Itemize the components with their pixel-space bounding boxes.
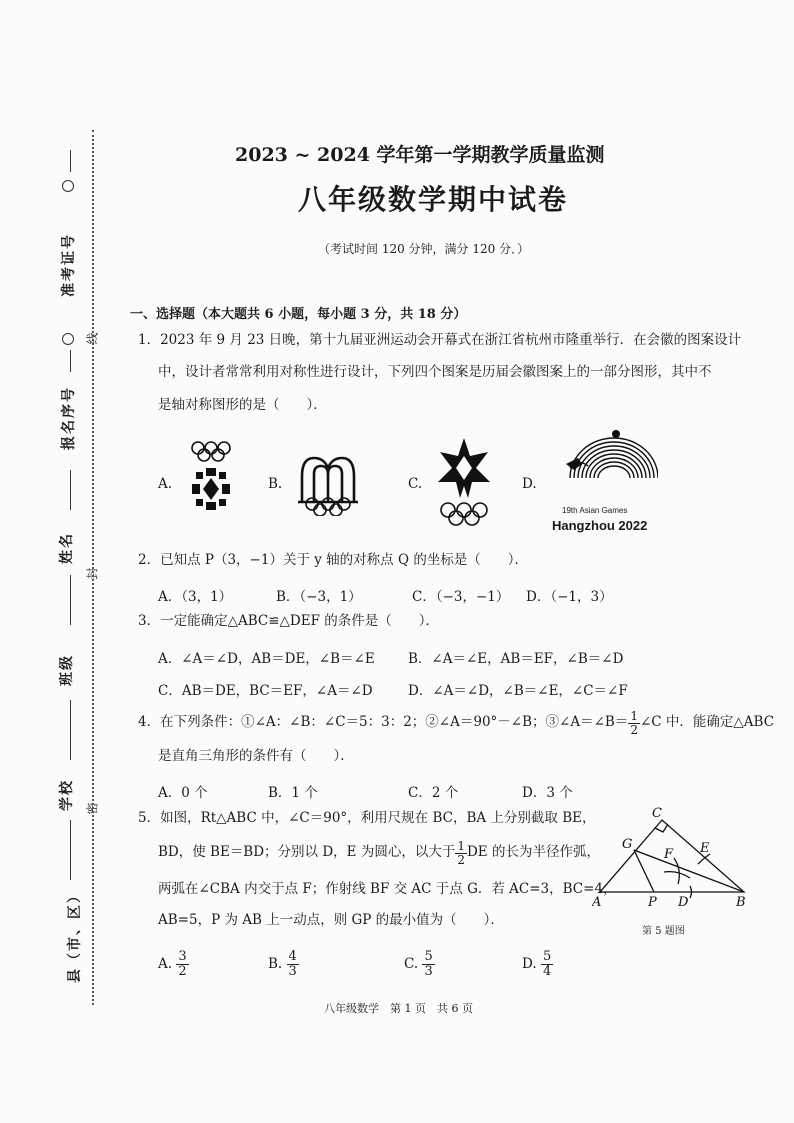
seal-word: 封 [85, 567, 100, 580]
q5-option-b-num: 4 [288, 949, 297, 964]
section-heading: 一、选择题（本大题共 6 小题，每小题 3 分，共 18 分） [130, 307, 467, 322]
name-label: 姓名 [59, 532, 75, 564]
q1-line1: 1．2023 年 9 月 23 日晚，第十九届亚洲运动会开幕式在浙江省杭州市隆重举行．在会徽的图案设计 [138, 332, 742, 348]
point-g: G [622, 837, 633, 852]
q3-option-b: B．∠A＝∠E，AB＝EF，∠B＝∠D [408, 651, 624, 667]
margin-rule [70, 470, 71, 510]
q5-option-b [268, 950, 299, 978]
q5-option-d-label: D. [522, 956, 537, 973]
q5-option-a-den: 2 [178, 963, 187, 979]
binding-dotted-line [92, 130, 94, 1005]
q3-option-c: C．AB＝DE，BC＝EF，∠A＝∠D [158, 683, 373, 699]
q1-option-a-label: A. [158, 476, 173, 492]
q5-line2-part1: BD，使 BE＝BD；分别以 D，E 为圆心，以大于 [158, 844, 456, 861]
class-label: 班级 [59, 654, 75, 686]
arc-mark-1 [674, 858, 679, 884]
q4-option-d: D．3 个 [522, 785, 573, 801]
q1-option-a-figure [186, 438, 246, 518]
q4-stem-line2: 是直角三角形的条件有（ ）． [158, 748, 354, 764]
q5-line3: 两弧在∠CBA 内交于点 F；作射线 BF 交 AC 于点 G．若 AC=3，BC=4， [158, 881, 617, 897]
q1-line2: 中，设计者常常利用对称性进行设计，下列四个图案是历届会徽图案上的一部分图形，其中不 [158, 364, 712, 380]
q5-frac-num: 1 [457, 839, 465, 853]
q1-option-d-label: D. [522, 476, 537, 492]
serial-number-label: 报名序号 [61, 386, 77, 450]
q4-fraction [628, 710, 640, 736]
q5-line2-part2: DE 的长为半径作弧， [466, 844, 600, 861]
q5-fraction [455, 840, 467, 866]
q2-option-d: D．（−1，3） [526, 589, 613, 605]
q5-line2 [158, 840, 600, 866]
q5-option-a [158, 950, 189, 978]
q5-option-c-label: C. [404, 956, 419, 973]
q2-option-a: A．（3，1） [158, 589, 233, 605]
q5-option-a-label: A. [158, 956, 173, 973]
point-e: E [700, 841, 710, 856]
county-label: 县（市、区） [67, 887, 83, 983]
q4-frac-den: 2 [630, 722, 638, 737]
seal-word: 线 [85, 332, 100, 345]
q5-line1: 5．如图，Rt△ABC 中，∠C＝90°，利用尺规在 BC，BA 上分别截取 BE， [138, 810, 596, 826]
q5-figure [592, 806, 752, 910]
binding-margin [0, 0, 100, 1123]
margin-rule [70, 150, 71, 172]
q5-option-c-num: 5 [424, 949, 433, 964]
q3-option-a: A．∠A＝∠D，AB＝DE，∠B＝∠E [158, 651, 375, 667]
point-a: A [592, 895, 602, 910]
q5-option-c [404, 950, 435, 978]
margin-circle [62, 180, 74, 192]
ticket-number-label: 准考证号 [61, 233, 77, 297]
q1-logo-caption-2: Hangzhou 2022 [552, 518, 648, 533]
q5-option-d-den: 4 [542, 963, 552, 979]
q2-option-b: B．（−3，1） [276, 589, 362, 605]
q5-option-b-label: B. [268, 956, 283, 973]
q4-stem [138, 710, 774, 736]
point-c: C [652, 806, 662, 821]
q4-stem-part2: ∠C 中．能确定△ABC [639, 714, 775, 731]
point-d: D [678, 895, 689, 910]
q3-stem: 3．一定能确定△ABC≌△DEF 的条件是（ ）． [138, 613, 440, 629]
q1-option-c-label: C. [408, 476, 423, 492]
q5-option-d-num: 5 [542, 949, 552, 964]
q4-frac-num: 1 [630, 709, 638, 723]
q2-option-c: C．（−3，−1） [412, 589, 510, 605]
margin-rule [70, 350, 71, 372]
margin-rule [70, 575, 71, 625]
paper-title: 八年级数学期中试卷 [298, 183, 569, 216]
q5-option-d [522, 950, 553, 978]
q1-line3: 是轴对称图形的是（ ）． [158, 397, 327, 413]
q2-stem: 2．已知点 P（3，−1）关于 y 轴的对称点 Q 的坐标是（ ）． [138, 552, 529, 568]
q4-option-a: A．0 个 [158, 785, 208, 801]
q4-option-b: B．1 个 [268, 785, 318, 801]
seal-word: 密 [85, 802, 100, 815]
point-b: B [736, 895, 746, 910]
q3-option-d: D．∠A＝∠D，∠B＝∠E，∠C＝∠F [408, 683, 628, 699]
margin-rule [70, 700, 71, 760]
margin-rule [70, 820, 71, 880]
school-label: 学校 [59, 779, 75, 811]
q1-option-c-figure [432, 436, 496, 528]
q5-option-c-den: 3 [424, 963, 433, 979]
margin-circle [62, 333, 74, 345]
q5-frac-den: 2 [457, 852, 465, 867]
q4-option-c: C．2 个 [408, 785, 459, 801]
exam-note: （考试时间 120 分钟，满分 120 分．） [318, 242, 530, 256]
q4-stem-part1: 4．在下列条件：①∠A：∠B：∠C＝5：3：2；②∠A＝90°－∠B；③∠A＝∠B＝ [138, 714, 629, 731]
arc-mark-2 [664, 872, 690, 878]
page-footer: 八年级数学 第 1 页 共 6 页 [324, 1002, 473, 1015]
exam-title: 2023 ~ 2024 学年第一学期教学质量监测 [235, 144, 605, 166]
q5-option-b-den: 3 [288, 963, 297, 979]
point-p: P [648, 895, 657, 910]
q1-option-b-label: B. [268, 476, 283, 492]
point-f: F [664, 847, 674, 862]
q1-option-b-figure [292, 450, 364, 516]
q5-option-a-num: 3 [178, 949, 187, 964]
q5-line4: AB=5，P 为 AB 上一动点，则 GP 的最小值为（ ）． [158, 912, 504, 928]
q5-figure-caption: 第 5 题图 [642, 926, 685, 937]
q1-logo-caption-1: 19th Asian Games [562, 506, 628, 515]
